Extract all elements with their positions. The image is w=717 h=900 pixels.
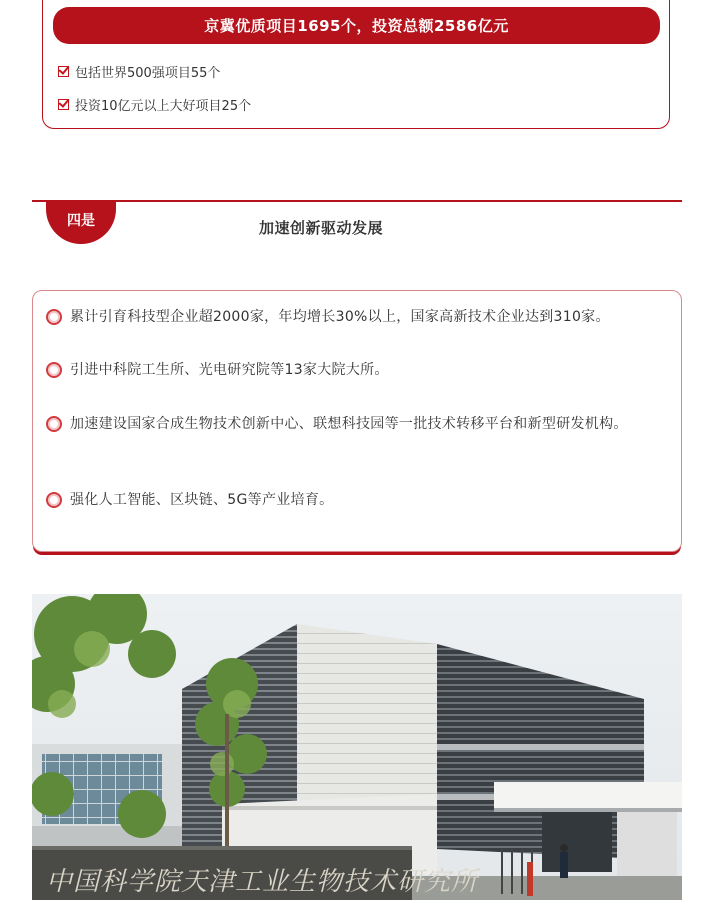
section-tab-label: 四是 [67,213,95,229]
section-title: 加速创新驱动发展 [259,219,384,237]
bullet-ring-icon [46,362,62,378]
building-illustration [32,594,682,900]
bullet-item [46,358,671,383]
bullet-item [46,488,671,513]
bullet-item [46,305,671,330]
bullet-ring-icon [46,416,62,432]
bullet-item [46,412,666,437]
summary-headline [53,7,660,44]
checkbox-checked-icon [58,66,69,77]
check-list-item [58,62,220,81]
bullet-text: 加速建设国家合成生物技术创新中心、联想科技园等一批技术转移平台和新型研发机构。 [70,416,628,432]
check-list-item [58,95,251,114]
institute-building-photo [32,594,682,900]
bullet-text: 引进中科院工生所、光电研究院等13家大院大所。 [70,362,389,378]
section-tab [46,200,116,244]
checkbox-checked-icon [58,99,69,110]
check-item-text: 包括世界500强项目55个 [75,66,221,81]
bullet-ring-icon [46,309,62,325]
bullet-text: 累计引育科技型企业超2000家，年均增长30%以上，国家高新技术企业达到310家。 [70,309,610,325]
bullet-text: 强化人工智能、区块链、5G等产业培育。 [70,492,334,508]
summary-headline-text: 京冀优质项目1695个，投资总额2586亿元 [204,17,509,35]
section-divider [32,200,682,202]
bullet-ring-icon [46,492,62,508]
institute-sign-text: 中国科学院天津工业生物技术研究所 [46,867,479,897]
check-item-text: 投资10亿元以上大好项目25个 [75,99,252,114]
